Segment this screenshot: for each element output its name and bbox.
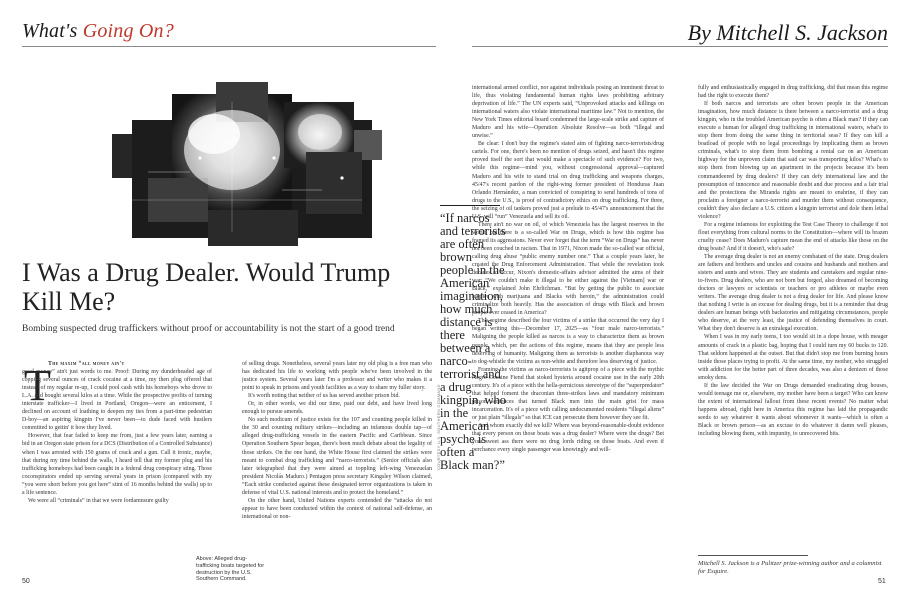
photo-caption: Above: Alleged drug-trafficking boats targeted for destruction by the U.S. Southern Command. bbox=[196, 556, 265, 583]
body-paragraph: international armed conflict, nor against individuals posing an imminent threat to life, thus violating fundamental human rights laws prohibiting arbitrary deprivation of life.” The UN experts said, “Unprovoked attacks and killings on international waters also violate international maritime law.” Not to mention, the New York Times editorial board condemned the large-scale strike and capture of Maduro and his wife—Operation Absolute Resolve—as both “illegal and unwise.” bbox=[472, 85, 664, 140]
body-paragraph: It's worth noting that neither of us has served another prison bid. bbox=[248, 393, 400, 400]
body-column-1 bbox=[22, 360, 212, 590]
body-paragraph: If the law decided the War on Drugs demanded eradicating drug houses, would teenage me or, elsewhere, my mother have been a target? Who can know the extent of international fallout from these recent events? No matter what happens abroad, right here in America this regime has laid the propagandic seeds to say whatever it wants about whomever it wants—which is often a Black or brown person—as an excuse to do whatever it damn well pleases, including blowing them, with impunity, to unrecovered bits. bbox=[698, 382, 888, 438]
drug-boat-strike-photo-collage bbox=[22, 82, 436, 262]
byline: By Mitchell S. Jackson bbox=[687, 20, 888, 45]
body-paragraph: For a regime infamous for exploiting the Test Case Theory to challenge if not flout everything from cultural norms to the Constitution—where will its brazen cruelty cease? Does Maduro's capture mean the end of attacks like those on the drug boats? And if it doesn't, who's safe? bbox=[698, 221, 888, 252]
body-paragraph: When I was in my early teens, I too would sit in a dope house, with meager amounts of crack in a plastic bag, hoping that I could turn my 60 bucks to 120. That seldom happened at the outset. But that didn't stop me from burning hours inside those places trying to profit. At the same time, my mother, who struggled with addiction for the better part of three decades, was also a denizen of those smoky dens. bbox=[698, 334, 888, 381]
body-paragraph: fully and enthusiastically engaged in drug trafficking, did that mean this regime had the right to execute them? bbox=[698, 85, 888, 100]
body-paragraph: good money” ain't just words to me. Proof: During my dunderheaded age of copping several ounces of crack cocaine at a time, my then plug offered that instead of my regular re-up, I could pool cash with his homeboys who drove to L.A. and bought several kilos at a time. While the prospective profits of turning interstate trafficker—I lived in Portland, Oregon—were an enticement, I declined on account of loathing to deepen my ties from a part-time pedestrian D-boy—an aspiring kingpin I've never been—to dude faced with hustlers committed to gettin' it how they lived. bbox=[22, 369, 212, 432]
section-title-part1: What's bbox=[22, 20, 83, 42]
bio-rule bbox=[698, 555, 808, 556]
body-paragraph: The average drug dealer is not an enemy combatant of the state. Drug dealers are fathers and brothers and uncles and cousins and husbands and mothers and sisters and aunts and wives. They are students and caretakers and regular nine-to-fivers. Drug dealers, who are not born but forged, also dreamed of becoming doctors or lawyers or scientists or teachers or pro athletes or maybe even writers. The average drug dealer is not a drug dealer for life. And please know that nothing I write is an excuse for dealing drugs, but it is a reminder that drug dealers are human beings with backstories and mitigating circumstances, people who deserve, at the very least, the justice of defending themselves in court. What they don't deserve is an extralegal execution. bbox=[698, 253, 888, 333]
body-paragraph: Be clear: I don't buy the regime's stated aim of fighting narco-terrorists/drug cartels. For one, there's been no mention of drugs seized, and hasn't this regime proved itself the sort that would make a spectacle of such evidence? For two, while this regime—mind you, without congressional approval—captured Maduro and his wife to stand trial on drug trafficking and weapons charges, 45/47's recent pardon of the right-wing former president of Honduras Juan Orlando Hernández, a man convicted of conspiring to send hundreds of tons of drugs to the U.S., is proof of contradictory ethics on drug trafficking. For three, the seizing of oil tankers proved just a prelude to 45/47's announcement that the U.S. will “run” Venezuela and sell its oil. bbox=[472, 141, 664, 220]
header-rule-right bbox=[472, 46, 888, 47]
body-paragraph: There ain't no war on oil, of which Venezuela has the largest reserves in the world, but there is a so-called War on Drugs, which is how this regime has framed its aggressions. Never ever forget that the term “War on Drugs” has never not been couched in racism. That in 1971, Nixon made the so-called war official, calling drug abuse “public enemy number one.” That a couple years later, he created the Drug Enforcement Administration. That while the revelation took decades to occur, Nixon's domestic-affairs advisor admitted the aims of their war: “We couldn't make it illegal to be either against the [Vietnam] war or Black,” explained John Ehrlichman. “But by getting the public to associate hippies with marijuana and Blacks with heroin,” the administration could criminalize both heavily. Has the association of drugs with Black and brown people ever ceased in America? bbox=[472, 221, 664, 317]
header-rule-left bbox=[22, 46, 436, 47]
body-paragraph: No such modicum of justice exists for the 107 and counting people killed in the 30 and counting military strikes—including an infamous double tap—of alleged drug-trafficking vessels in the eastern Pacific and Caribbean. Since Operation Southern Spear began, there's been much debate about the legality of those strikes. On the one hand, the White House first claimed the strikes were meant to combat drug trafficking and “narco-terrorists.” (Senior officials also later telegraphed that they were aimed at toppling left-wing Venezuelan president Nicolás Maduro.) Pentagon press secretary Kingsley Wilson claimed, “Each strike conducted against these designated terror organizations is taken in defense of vital U.S. national interests and to protect the homeland.” bbox=[242, 417, 432, 496]
body-paragraph: However, that fear failed to keep me from, just a few years later, earning a bid in an Oregon state prison for a DCS (Distribution of a Controlled Substance) when I was arrested with 150 grams of crack and a gun. Call it ironic, maybe, that during my time behind the walls, I heard tell that my former plug and his trafficking homeboys had been caught in a federal drug conspiracy sting. Those coconspirators ended up serving several years in prison (compared with my “you were short before you got here” stint of 16 months behind the walls) up to a life sentence. bbox=[22, 433, 212, 496]
body-paragraph: Framing the victims as narco-terrorists is agitprop of a piece with the mythic Negro Cocaine Fiend that stoked hysteria around cocaine use in the early 20th century. It's of a piece with the hella-pernicious stereotype of the “superpredator” that helped foment the draconian three-strikes laws and mandatory minimum prison sentences that turned Black men into the main grist for mass incarceration. It's of a piece with calling undocumented residents “illegal aliens” or just plain “illegals” so that ICE can persecute them however they see fit. bbox=[472, 366, 664, 421]
section-title-part2: Going On? bbox=[82, 20, 174, 42]
body-column-4 bbox=[698, 84, 888, 554]
body-paragraph: Or, in other words, we did our time, paid our debt, and have lived long enough to pursue amends. bbox=[242, 401, 432, 416]
page-number-right: 51 bbox=[878, 578, 886, 585]
lead-line bbox=[22, 360, 212, 368]
body-paragraph: of selling drugs. Nonetheless, several years later my old plug is a free man who has dedicated his life to working with people who've been involved in the justice system. Several years later I'm a professor and writer who makes it a point to speak in prisons and youth facilities as a way to share my fuller story. bbox=[242, 361, 432, 392]
article-title: I Was a Drug Dealer. Would Trump Kill Me? bbox=[22, 258, 391, 316]
body-paragraph: And whom exactly did we kill? Where was beyond-reasonable-doubt evidence that every person on those boats was a drug dealer? Where were the drugs? Bet your sweet ass there were no drug lords riding on those boats. And even if perchance every single passenger was knowingly and will- bbox=[472, 422, 664, 454]
body-paragraph: On the other hand, United Nations experts contended the “attacks do not appear to have been conducted within the context of national self-defense, an international or non- bbox=[242, 497, 432, 520]
pull-quote-rule bbox=[440, 205, 500, 206]
body-column-2 bbox=[242, 360, 432, 590]
body-paragraph: This regime described the four victims of a strike that occurred the very day I began writing this—December 17, 2025—as “four male narco-terrorists.” Maligning the people killed as narcos is a way to characterize them as brown people, which, per the actions of this regime, means that they are people less deserving of humanity. Maligning them as terrorists is another diaphanous way to dog-whistle the victims as non-white and therefore less deserving of justice. bbox=[472, 318, 664, 365]
section-title bbox=[22, 20, 174, 43]
body-paragraph: If both narcos and terrorists are often brown people in the American imagination, how much distance is there between a narco-terrorist and a drug kingpin, who in the troubled American psyche is often a Black man? If they can execute a human for alleged drug trafficking in international waters, what's to stop them from doing the same thing in territorial seas? If they can kill a boatload of people with no legal proceedings by implicating them as brown criminals, what's to stop them from bombing a rental car on an American highway for the unproven claim that said car was transporting kilos? What's to stop them from blowing up an apartment in the projects because it's been commandeered by drug dealers? If they can defy international law and the presumption of innocence and reasonable doubt and due process and a fair trial and the protections the Miranda rights are meant to enshrine, if they can proclaim a foreigner a narco-terrorist and murder them without consequence, couldn't they also declare a U.S. citizen a kingpin terrorist and dole them lethal violence? bbox=[698, 101, 888, 220]
page-number-left: 50 bbox=[22, 578, 30, 585]
photo-credit: COURTESY U.S. SOUTHERN COMMAND bbox=[436, 384, 441, 470]
lead-caps: The maxim “all money ain't bbox=[48, 361, 125, 367]
pull-quote: “If narcos and terrorists are often brown people in the American imagination, how much distance is there between a narco-terrorist and a drug kingpin, who in the American psyche is often a Black man?” bbox=[440, 211, 506, 472]
author-bio: Mitchell S. Jackson is a Pulitzer prize-winning author and a columnist for Esquire. bbox=[698, 560, 882, 575]
article-dek: Bombing suspected drug traffickers without proof or accountability is not the start of a good trend bbox=[22, 324, 395, 334]
body-paragraph: We were all “criminals” in that we were fordamnsure guilty bbox=[28, 497, 169, 504]
drop-cap: T bbox=[24, 361, 51, 410]
